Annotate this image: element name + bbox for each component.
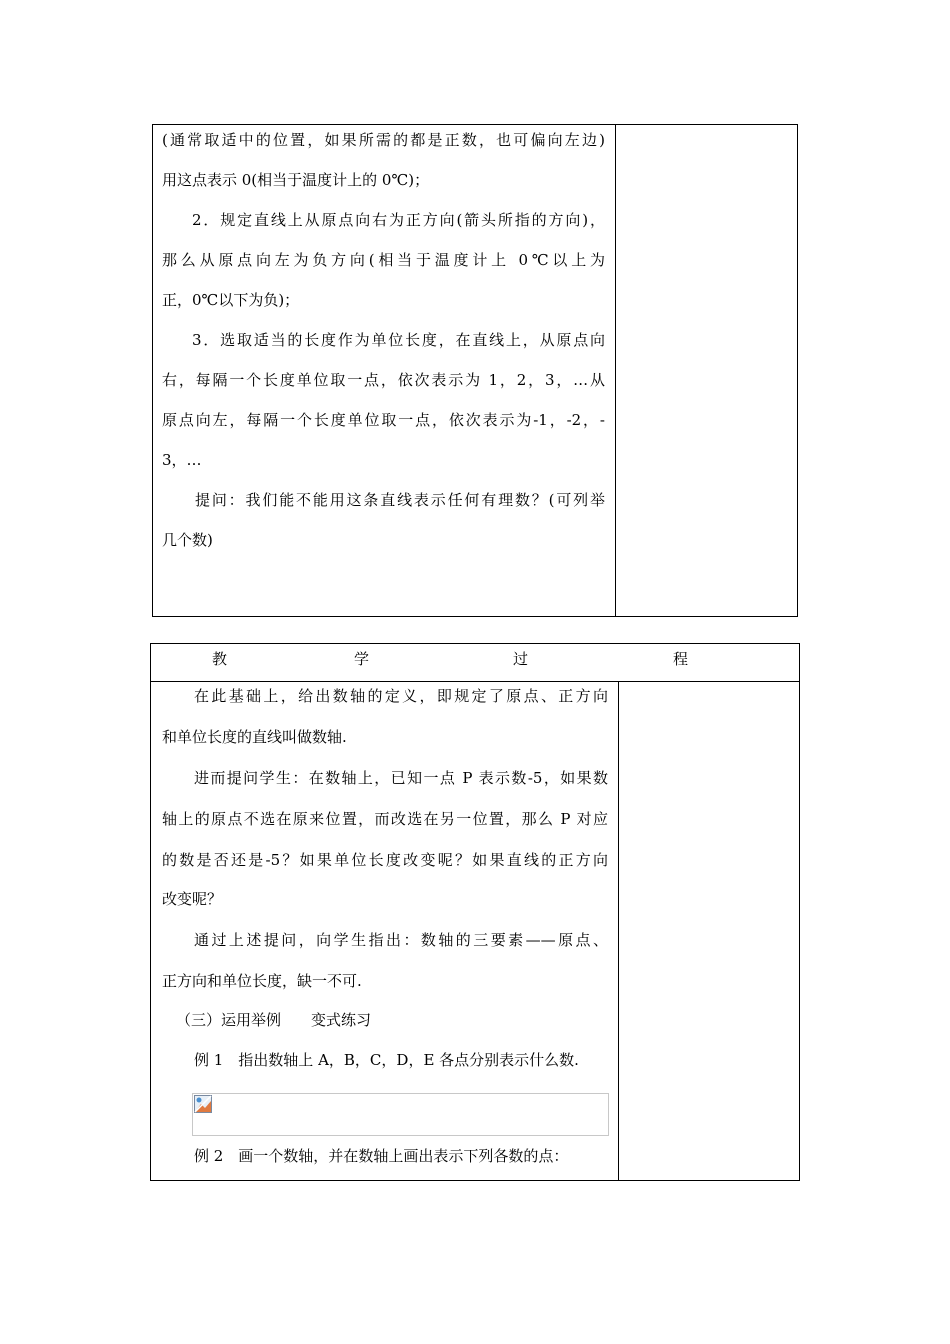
- text-line: 3，…: [162, 451, 202, 469]
- text-line: 右，每隔一个长度单位取一点，依次表示为 1，2，3，…从: [162, 371, 605, 389]
- text-line: 提问：我们能不能用这条直线表示任何有理数？(可列举: [195, 491, 605, 509]
- header-cell-teach: 教: [212, 650, 228, 668]
- column-divider: [618, 681, 619, 1180]
- example-1: 例 1 指出数轴上 A，B，C，D，E 各点分别表示什么数.: [194, 1051, 579, 1069]
- text-line: 和单位长度的直线叫做数轴.: [162, 728, 347, 746]
- header-cell-course: 程: [673, 650, 689, 668]
- text-line: 的数是否还是-5？如果单位长度改变呢？如果直线的正方向: [162, 851, 608, 869]
- text-line: 2．规定直线上从原点向右为正方向(箭头所指的方向)，: [192, 211, 605, 229]
- number-line-image-placeholder: [192, 1093, 609, 1136]
- text-line: 那么从原点向左为负方向(相当于温度计上 0℃以上为: [162, 251, 605, 269]
- header-cell-process: 过: [513, 650, 529, 668]
- text-line: 正方向和单位长度，缺一不可.: [162, 972, 362, 990]
- text-line: 改变呢？: [162, 890, 223, 908]
- text-line: 通过上述提问，向学生指出：数轴的三要素——原点、: [194, 931, 608, 949]
- text-line: 用这点表示 0(相当于温度计上的 0℃)；: [162, 171, 430, 189]
- example-2: 例 2 画一个数轴，并在数轴上画出表示下列各数的点：: [194, 1147, 569, 1165]
- text-line: 3．选取适当的长度作为单位长度，在直线上，从原点向: [192, 331, 605, 349]
- header-divider: [151, 681, 799, 682]
- header-cell-learn: 学: [354, 650, 370, 668]
- text-line: 正，0℃以下为负)；: [162, 291, 300, 309]
- lesson-table-continued: [152, 124, 798, 617]
- teaching-process-table: [150, 643, 800, 1181]
- broken-image-icon: [194, 1095, 212, 1113]
- text-line: 在此基础上，给出数轴的定义，即规定了原点、正方向: [194, 687, 608, 705]
- text-line: 轴上的原点不选在原来位置，而改选在另一位置，那么 P 对应: [162, 810, 608, 828]
- text-line: (通常取适中的位置，如果所需的都是正数，也可偏向左边): [162, 131, 605, 149]
- section-heading: （三）运用举例 变式练习: [176, 1011, 372, 1029]
- text-line: 原点向左，每隔一个长度单位取一点，依次表示为-1，-2，-: [162, 411, 605, 429]
- text-line: 几个数): [162, 531, 213, 549]
- column-divider: [615, 125, 616, 616]
- text-line: 进而提问学生：在数轴上，已知一点 P 表示数-5，如果数: [194, 769, 608, 787]
